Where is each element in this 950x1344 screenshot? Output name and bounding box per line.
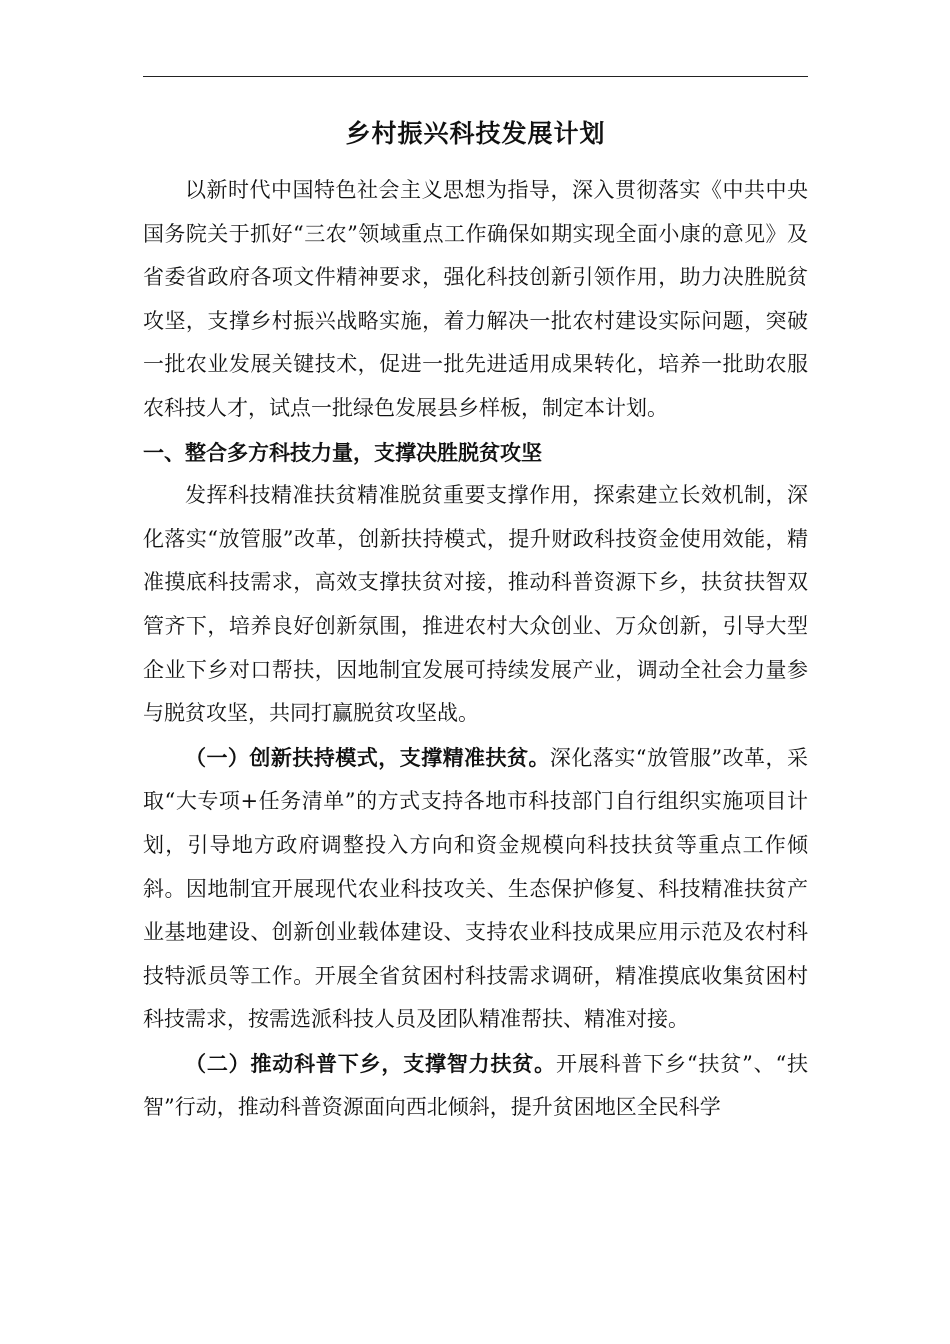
intro-paragraph: 以新时代中国特色社会主义思想为指导，深入贯彻落实《中共中央 国务院关于抓好“三农”领域重点工作确保如期实现全面小康的意见》及省委省政府各项文件精神要求，强化科技创新引领作用，助力决胜脱贫攻坚，支撑乡村振兴战略实施，着力解决一批农村建设实际问题，突破一批农业发展关键技术，促进一批先进适用成果转化，培养一批助农服农科技人才，试点一批绿色发展县乡样板，制定本计划。 [143,178,808,420]
section-1-heading: 一、整合多方科技力量，支撑决胜脱贫攻坚 [143,439,542,465]
section-1-paragraph: 发挥科技精准扶贫精准脱贫重要支撑作用，探索建立长效机制，深化落实“放管服”改革，创新扶持模式，提升财政科技资金使用效能，精准摸底科技需求，高效支撑扶贫对接，推动科普资源下乡，扶贫扶智双管齐下，培养良好创新氛围，推进农村大众创业、万众创新，引导大型企业下乡对口帮扶，因地制宜发展可持续发展产业，调动全社会力量参与脱贫攻坚，共同打赢脱贫攻坚战。 [143,483,808,726]
subsection-1-paragraph [143,736,808,1042]
subsection-1-text: 深化落实“放管服”改革，采取“大专项+任务清单”的方式支持各地市科技部门自行组织实施项目计划，引导地方政府调整投入方向和资金规模向科技扶贫等重点工作倾斜。因地制宜开展现代农业科技攻关、生态保护修复、科技精准扶贫产业基地建设、创新创业载体建设、支持农业科技成果应用示范及农村科技特派员等工作。开展全省贫困村科技需求调研，精准摸底收集贫困村科技需求，按需选派科技人员及团队精准帮扶、精准对接。 [143,745,808,1032]
document-page [143,0,808,1344]
document-title: 乡村振兴科技发展计划 [345,119,606,148]
document-body [143,169,808,1130]
header-rule [143,76,808,77]
subsection-1-heading: （一）创新扶持模式，支撑精准扶贫。 [185,744,550,770]
subsection-2-paragraph [143,1042,808,1130]
subsection-2-text: 开展科普下乡“扶贫”、“扶智”行动，推动科普资源面向西北倾斜，提升贫困地区全民科学 [143,1051,809,1120]
subsection-2-heading: （二）推动科普下乡，支撑智力扶贫。 [185,1050,556,1076]
